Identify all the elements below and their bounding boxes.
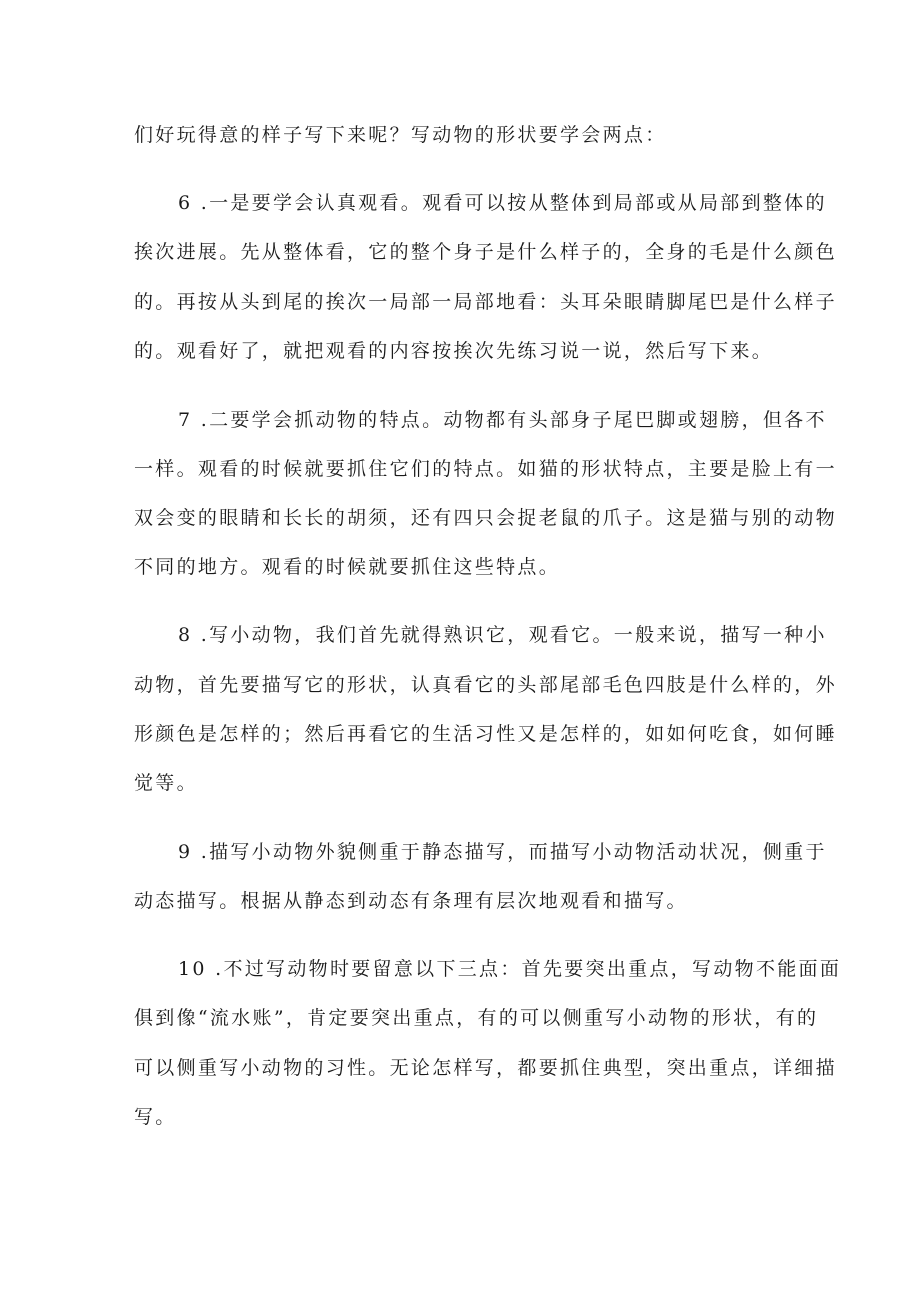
item-7-line-2: 一样。观看的时候就要抓住它们的特点。如猫的形状特点，主要是脸上有一 [134, 458, 837, 480]
item-6-line-2: 挨次进展。先从整体看，它的整个身子是什么样子的，全身的毛是什么颜色 [134, 241, 837, 263]
item-8-line-3: 形颜色是怎样的；然后再看它的生活习性又是怎样的，如如何吃食，如何睡 [134, 723, 837, 745]
item-6-line-3: 的。再按从头到尾的挨次一局部一局部地看：头耳朵眼睛脚尾巴是什么样子 [134, 291, 837, 313]
item-10-line-3: 可以侧重写小动物的习性。无论怎样写，都要抓住典型，突出重点，详细描 [134, 1057, 837, 1079]
item-10-line-2: 俱到像“流水账”，肯定要突出重点，有的可以侧重写小动物的形状，有的 [134, 1007, 819, 1029]
item-6-line-4: 的。观看好了，就把观看的内容按挨次先练习说一说，然后写下来。 [134, 340, 774, 362]
item-7-line-4: 不同的地方。观看的时候就要抓住这些特点。 [134, 556, 561, 578]
item-8-line-4: 觉等。 [134, 772, 198, 794]
item-10-line-1: 10 .不过写动物时要留意以下三点：首先要突出重点，写动物不能面面 [178, 958, 842, 980]
item-7-line-3: 双会变的眼睛和长长的胡须，还有四只会捉老鼠的爪子。这是猫与别的动物 [134, 507, 837, 529]
item-7-line-1: 7 .二要学会抓动物的特点。动物都有头部身子尾巴脚或翅膀，但各不 [178, 409, 827, 431]
item-10-line-4: 写。 [134, 1106, 177, 1128]
item-6-line-1: 6 .一是要学会认真观看。观看可以按从整体到局部或从局部到整体的 [178, 192, 827, 214]
item-8-line-1: 8 .写小动物，我们首先就得熟识它，观看它。一般来说，描写一种小 [178, 624, 827, 646]
item-9-line-1: 9 .描写小动物外貌侧重于静态描写，而描写小动物活动状况，侧重于 [178, 841, 827, 863]
item-9-line-2: 动态描写。根据从静态到动态有条理有层次地观看和描写。 [134, 890, 688, 912]
intro-line: 们好玩得意的样子写下来呢？写动物的形状要学会两点： [134, 124, 667, 146]
item-8-line-2: 动物，首先要描写它的形状，认真看它的头部尾部毛色四肢是什么样的，外 [134, 674, 837, 696]
